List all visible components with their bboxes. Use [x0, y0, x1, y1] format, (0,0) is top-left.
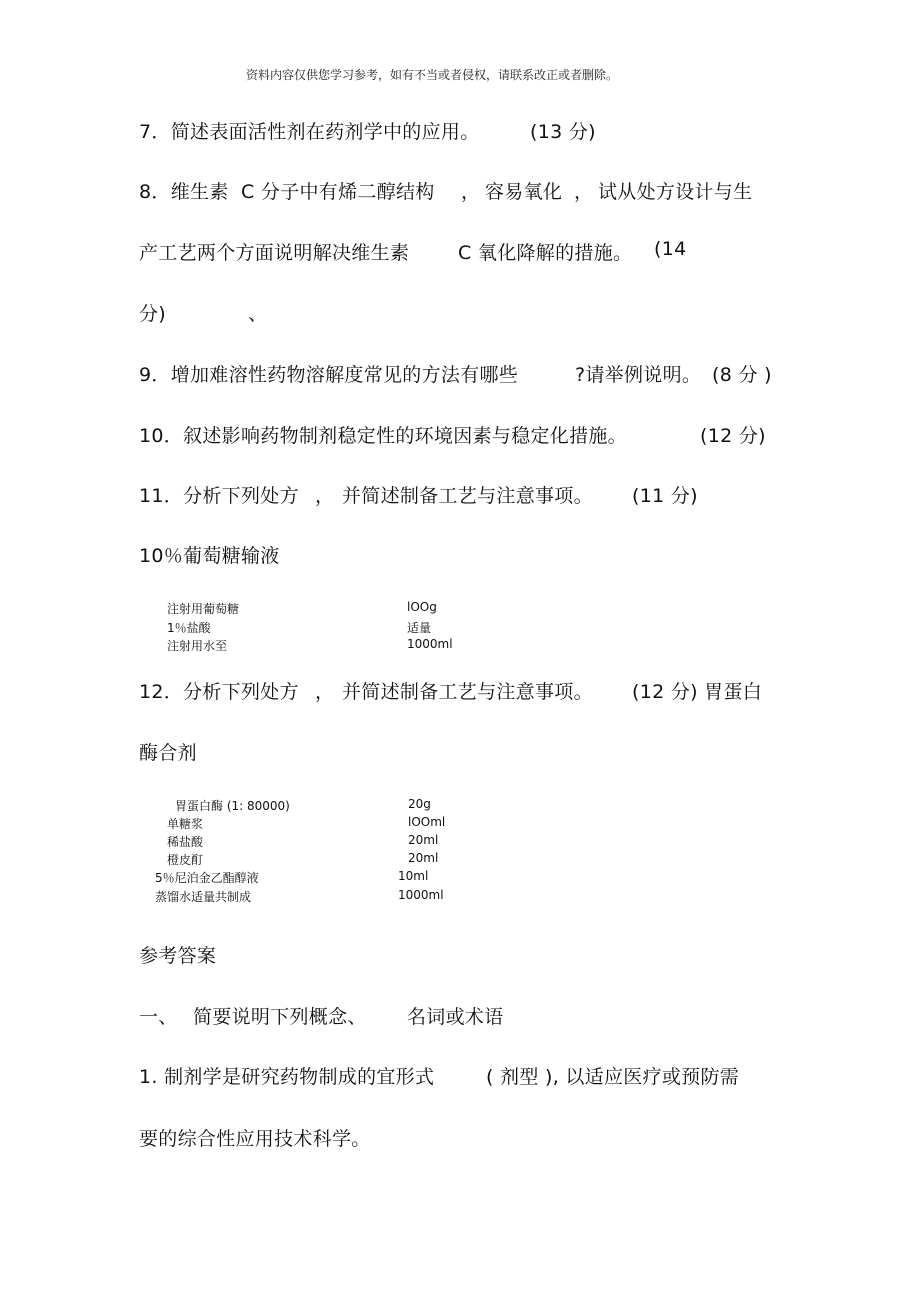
answer-1-line1-a: 1. 制剂学是研究药物制成的宜形式	[139, 1066, 435, 1088]
answers-section-1-title-b: 名词或术语	[407, 1006, 504, 1028]
formula-amount: 10ml	[398, 869, 429, 883]
question-11-score: (11 分)	[632, 485, 698, 507]
question-8-line1-e: ，	[574, 181, 594, 203]
question-7-score: (13 分)	[530, 121, 596, 143]
question-8-line1-c: ，	[461, 181, 481, 203]
answer-1-line2: 要的综合性应用技术科学。	[139, 1128, 371, 1150]
formula-amount: 1000ml	[398, 888, 444, 902]
question-12-product: 酶合剂	[139, 742, 197, 764]
formula-amount: 20g	[408, 797, 431, 811]
question-10-text: 10．叙述影响药物制剂稳定性的环境因素与稳定化措施。	[139, 425, 627, 447]
formula-ingredient: 单糖浆	[167, 817, 204, 831]
question-8-line2-a: 产工艺两个方面说明解决维生素	[139, 242, 410, 264]
answers-section-1-title-a: 简要说明下列概念、	[193, 1006, 367, 1028]
formula-ingredient: 注射用葡萄糖	[167, 602, 240, 616]
question-8-line3-b: 、	[248, 303, 268, 325]
question-8-line1-a: 8．维生素	[139, 181, 229, 203]
answers-section-1-number: 一、	[139, 1006, 178, 1028]
formula-ingredient: 5％尼泊金乙酯醇液	[155, 871, 259, 885]
formula-amount: lOOml	[408, 815, 446, 829]
question-11-text-b: ，	[315, 485, 335, 507]
formula-ingredient: 胃蛋白酶 (1: 80000)	[175, 799, 290, 813]
question-8-line1-f: 试从处方设计与生	[598, 181, 753, 203]
answers-title: 参考答案	[139, 945, 217, 967]
question-9-score: (8 分 )	[712, 364, 772, 386]
formula-amount: 适量	[407, 621, 432, 635]
question-11-text-a: 11．分析下列处方	[139, 485, 299, 507]
question-7-text: 7．简述表面活性剂在药剂学中的应用。	[139, 121, 480, 143]
question-12-score: (12 分) 胃蛋白	[632, 681, 763, 703]
question-10-score: (12 分)	[700, 425, 766, 447]
question-8-line1-d: 容易氧化	[485, 181, 563, 203]
question-12-text-b: ，	[315, 681, 335, 703]
formula-ingredient: 橙皮酊	[167, 853, 204, 867]
question-8-line1-b: C 分子中有烯二醇结构	[241, 181, 435, 203]
question-9-text: 9．增加难溶性药物溶解度常见的方法有哪些	[139, 364, 519, 386]
question-9-text2: ?请举例说明。	[575, 364, 702, 386]
question-8-line2-b: C 氧化降解的措施。	[458, 242, 633, 264]
question-11-text-c: 并简述制备工艺与注意事项。	[342, 485, 593, 507]
question-12-text-c: 并简述制备工艺与注意事项。	[342, 681, 593, 703]
formula-ingredient: 注射用水至	[167, 639, 228, 653]
formula-ingredient: 蒸馏水适量共制成	[155, 890, 252, 904]
question-8-line2-c: (14	[654, 238, 687, 260]
question-8-line3-a: 分)	[139, 303, 167, 325]
question-12-text-a: 12．分析下列处方	[139, 681, 299, 703]
formula-amount: 20ml	[408, 833, 439, 847]
question-11-product: 10％葡萄糖输液	[139, 545, 280, 567]
formula-ingredient: 1％盐酸	[167, 621, 211, 635]
formula-amount: 20ml	[408, 851, 439, 865]
formula-amount: 1000ml	[407, 637, 453, 651]
formula-amount: lOOg	[407, 600, 437, 614]
formula-ingredient: 稀盐酸	[167, 835, 204, 849]
header-disclaimer: 资料内容仅供您学习参考，如有不当或者侵权，请联系改正或者删除。	[246, 68, 619, 82]
answer-1-line1-b: ( 剂型 ), 以适应医疗或预防需	[486, 1066, 740, 1088]
